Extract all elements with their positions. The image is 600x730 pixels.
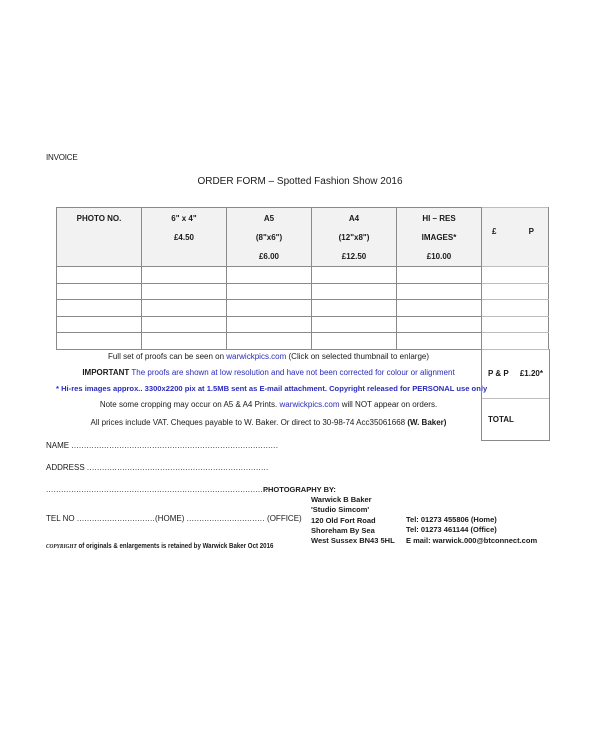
cell[interactable] <box>142 316 227 333</box>
cell[interactable] <box>397 283 482 300</box>
cell[interactable] <box>312 316 397 333</box>
cell[interactable] <box>227 333 312 350</box>
cell[interactable] <box>397 333 482 350</box>
pp-row <box>482 349 549 398</box>
total-label: TOTAL <box>488 415 514 424</box>
total-row[interactable] <box>482 398 549 440</box>
cell[interactable] <box>482 267 549 284</box>
header-a4: A4 (12"x8") £12.50 <box>312 208 397 267</box>
important-note: IMPORTANT The proofs are shown at low resolution and have not been corrected for colour or alignment <box>82 368 455 377</box>
copyright-note: COPYRIGHT of originals & enlargements is retained by Warwick Baker Oct 2016 <box>46 541 274 550</box>
pence-label: P <box>528 227 534 236</box>
cell[interactable] <box>227 300 312 317</box>
pp-value: £1.20* <box>519 369 543 378</box>
cell[interactable] <box>142 267 227 284</box>
pp-label: P & P <box>488 369 509 378</box>
cell[interactable] <box>397 267 482 284</box>
header-amount <box>482 208 549 267</box>
cell[interactable] <box>397 300 482 317</box>
header-a5: A5 (8"x6") £6.00 <box>227 208 312 267</box>
address-field[interactable]: ADDRESS ........................................................................ <box>46 463 269 472</box>
cell[interactable] <box>312 267 397 284</box>
name-field[interactable]: NAME .................................................................................. <box>46 441 279 450</box>
cropping-note: Note some cropping may occur on A5 & A4 Prints. warwickpics.com will NOT appear on orders. <box>99 400 438 409</box>
pounds-label: £ <box>492 227 497 236</box>
cell[interactable] <box>57 316 142 333</box>
page-title: ORDER FORM – Spotted Fashion Show 2016 <box>197 176 403 187</box>
cell[interactable] <box>482 333 549 350</box>
hi-res-note: * Hi-res images approx.. 3300x2200 pix at 1.5MB sent as E-mail attachment. Copyright released for PERSONAL use only <box>56 384 488 393</box>
cell[interactable] <box>227 283 312 300</box>
cell[interactable] <box>57 300 142 317</box>
summary-box <box>481 349 550 441</box>
cell[interactable] <box>397 316 482 333</box>
header-photo-no: PHOTO NO. <box>57 208 142 267</box>
cell[interactable] <box>227 316 312 333</box>
warwickpics-link[interactable]: warwickpics.com <box>226 352 287 361</box>
table-row <box>57 283 549 300</box>
email[interactable]: E mail: warwick.000@btconnect.com <box>406 535 538 545</box>
cell[interactable] <box>312 333 397 350</box>
table-header-row <box>57 208 549 267</box>
invoice-label: INVOICE <box>46 153 78 162</box>
proofs-note: Full set of proofs can be seen on warwickpics.com (Click on selected thumbnail to enlarge) <box>107 352 430 361</box>
table-row <box>57 316 549 333</box>
cell[interactable] <box>312 283 397 300</box>
cell[interactable] <box>142 333 227 350</box>
order-table <box>56 207 549 350</box>
address-line-2[interactable]: ......................................................................................... <box>46 485 271 494</box>
vat-note: All prices include VAT. Cheques payable to W. Baker. Or direct to 30-98-74 Acc35061668 (W. Baker) <box>90 418 447 427</box>
cell[interactable] <box>57 333 142 350</box>
cell[interactable] <box>482 300 549 317</box>
notes-block <box>56 352 488 442</box>
tel-field[interactable]: TEL NO ...............................(HOME) ............................... (OFFICE) <box>46 514 302 523</box>
photographer-contact: Tel: 01273 455806 (Home) Tel: 01273 461144 (Office) E mail: warwick.000@btconnect.com <box>406 515 538 545</box>
cell[interactable] <box>142 283 227 300</box>
header-hi-res: HI – RES IMAGES* £10.00 <box>397 208 482 267</box>
cell[interactable] <box>142 300 227 317</box>
warwickpics-link-2[interactable]: warwickpics.com <box>279 400 340 409</box>
cell[interactable] <box>482 316 549 333</box>
cell[interactable] <box>482 283 549 300</box>
cell[interactable] <box>312 300 397 317</box>
header-6x4: 6" x 4" £4.50 <box>142 208 227 267</box>
table-row <box>57 300 549 317</box>
table-row <box>57 267 549 284</box>
cell[interactable] <box>227 267 312 284</box>
cell[interactable] <box>57 283 142 300</box>
photography-heading: PHOTOGRAPHY BY: <box>263 485 336 494</box>
cell[interactable] <box>57 267 142 284</box>
table-row <box>57 333 549 350</box>
photographer-address: Warwick B Baker 'Studio Simcom' 120 Old Fort Road Shoreham By Sea West Sussex BN43 5HL <box>311 495 395 546</box>
